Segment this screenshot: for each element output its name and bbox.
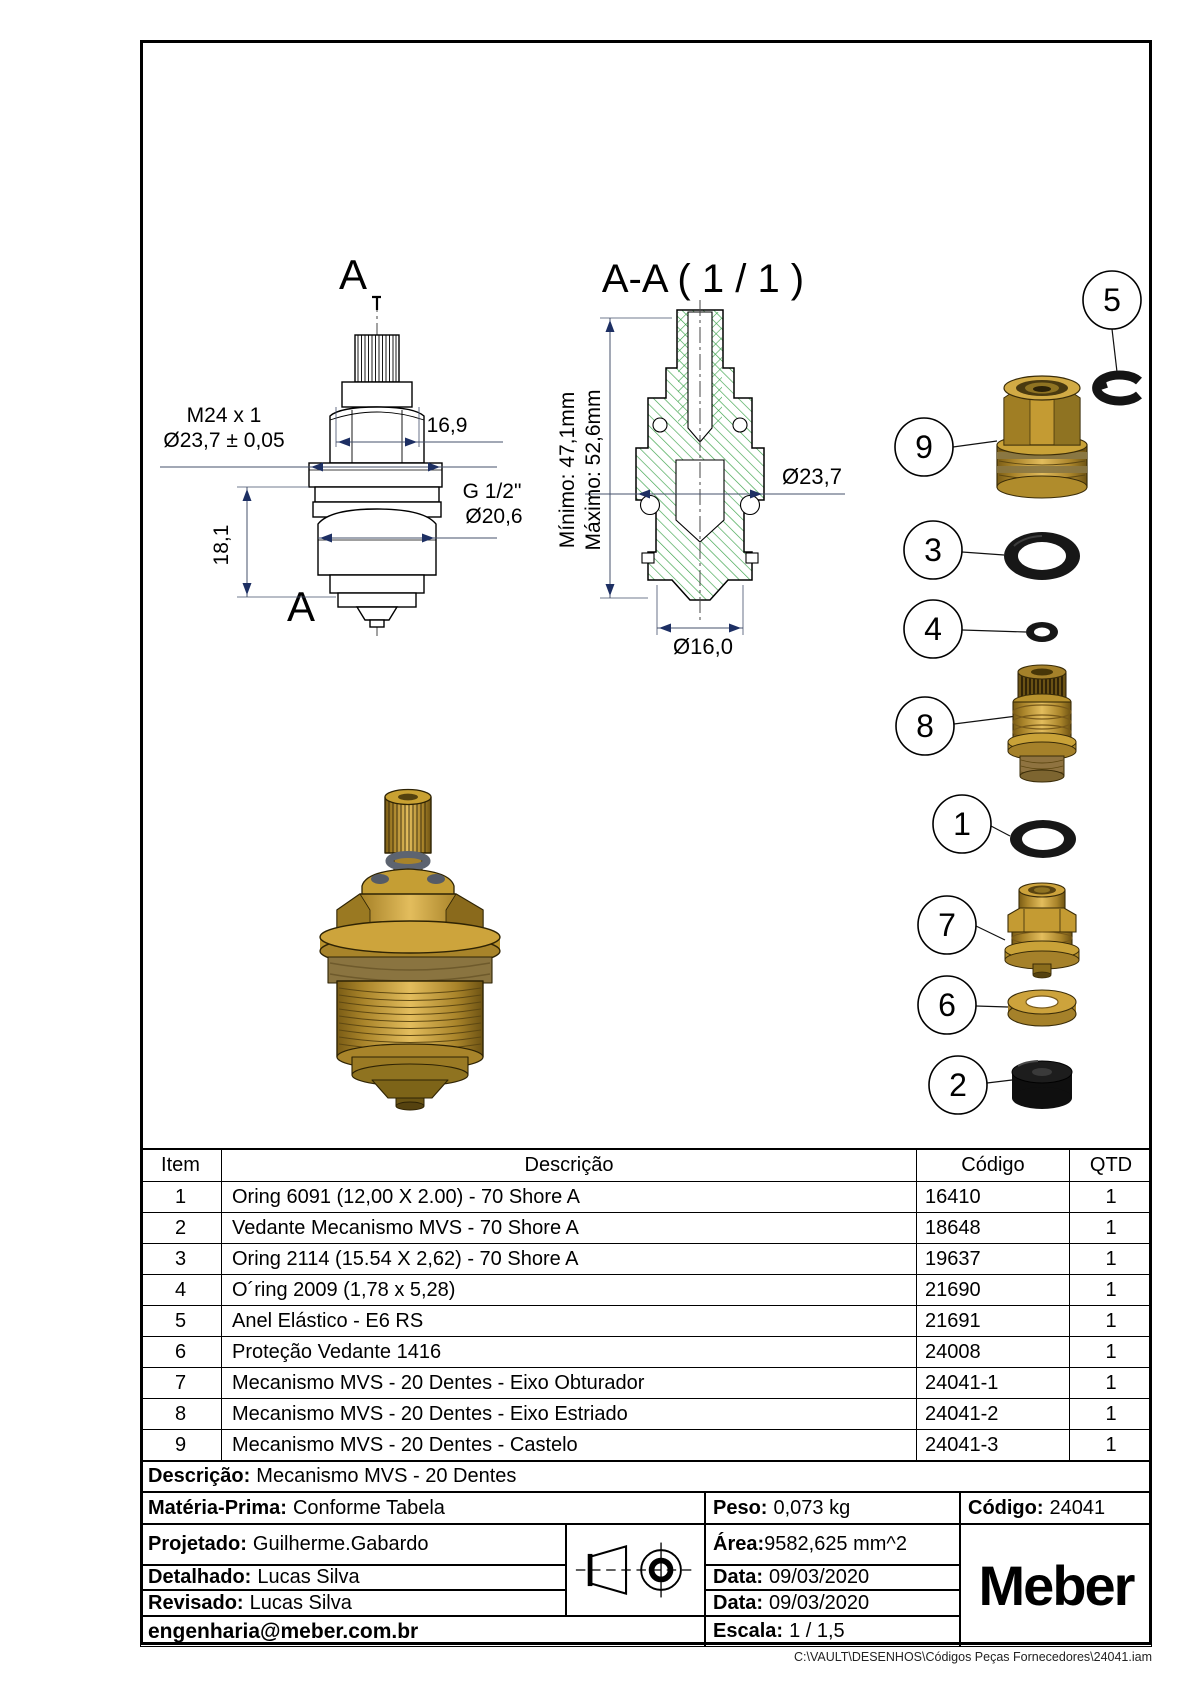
materia-label: Matéria-Prima: — [148, 1496, 287, 1519]
table-row — [140, 1399, 1152, 1430]
cell-item: 9 — [140, 1430, 222, 1461]
balloon-6 — [918, 976, 976, 1034]
part-eixo-estriado — [1008, 665, 1076, 782]
descricao-label: Descrição: — [148, 1465, 251, 1487]
dim-hex-width: 16,9 — [426, 414, 468, 437]
logo-text: Meber — [978, 1554, 1134, 1617]
balloon-1-number: 1 — [953, 806, 971, 842]
descricao-value: Mecanismo MVS - 20 Dentes — [256, 1465, 517, 1487]
balloon-9 — [895, 418, 953, 476]
cell-codigo: 18648 — [917, 1213, 1070, 1244]
titleblock-data-1 — [705, 1565, 960, 1590]
peso-label: Peso: — [713, 1496, 768, 1519]
section-view-aa — [556, 257, 845, 659]
email-text: engenharia@meber.com.br — [148, 1619, 419, 1643]
cell-descricao: Oring 2114 (15.54 X 2,62) - 70 Shore A — [222, 1244, 917, 1275]
table-row — [140, 1182, 1152, 1213]
part-vedante-mecanismo — [1012, 1061, 1072, 1109]
detalhado-value: Lucas Silva — [257, 1566, 360, 1588]
cell-codigo: 16410 — [917, 1182, 1070, 1213]
drawing-canvas — [140, 40, 1152, 1148]
escala-label: Escala: — [713, 1620, 784, 1642]
balloon-4-number: 4 — [924, 611, 942, 647]
cell-qtd: 1 — [1070, 1182, 1152, 1213]
dim-min-height: Mínimo: 47,1mm — [556, 391, 579, 549]
cell-descricao: Anel Elástico - E6 RS — [222, 1306, 917, 1337]
dim-dia-body: Ø20,6 — [465, 505, 523, 528]
bom-table — [140, 1148, 1152, 1645]
balloon-8-number: 8 — [916, 708, 934, 744]
col-header-item: Item — [140, 1150, 222, 1182]
dim-dia-bottom: Ø16,0 — [673, 634, 733, 659]
balloon-4 — [904, 600, 962, 658]
projetado-value: Guilherme.Gabardo — [252, 1533, 429, 1555]
cell-descricao: Proteção Vedante 1416 — [222, 1337, 917, 1368]
part-oring-6091 — [1010, 820, 1076, 858]
balloon-8 — [896, 697, 954, 755]
cell-qtd: 1 — [1070, 1275, 1152, 1306]
cell-descricao: Mecanismo MVS - 20 Dentes - Castelo — [222, 1430, 917, 1461]
projetado-label: Projetado: — [148, 1533, 247, 1555]
balloon-2-number: 2 — [949, 1067, 967, 1103]
table-row — [140, 1306, 1152, 1337]
balloon-1 — [933, 795, 991, 853]
data2-label: Data: — [713, 1591, 764, 1614]
cell-item: 8 — [140, 1399, 222, 1430]
balloon-3-number: 3 — [924, 532, 942, 568]
cell-qtd: 1 — [1070, 1244, 1152, 1275]
table-row — [140, 1368, 1152, 1399]
table-row — [140, 1275, 1152, 1306]
titleblock-escala — [705, 1616, 960, 1647]
col-header-codigo: Código — [917, 1150, 1070, 1182]
table-row — [140, 1430, 1152, 1461]
titleblock-revisado — [140, 1590, 566, 1616]
cell-codigo: 21690 — [917, 1275, 1070, 1306]
part-anel-elastico — [1093, 375, 1139, 401]
cell-qtd: 1 — [1070, 1213, 1152, 1244]
titleblock-area — [705, 1524, 960, 1565]
cell-qtd: 1 — [1070, 1337, 1152, 1368]
part-eixo-obturador — [1005, 883, 1079, 978]
revisado-value: Lucas Silva — [249, 1591, 352, 1614]
section-arrow-label-bottom: A — [286, 583, 316, 630]
cell-codigo: 24008 — [917, 1337, 1070, 1368]
balloon-6-number: 6 — [938, 987, 956, 1023]
cell-codigo: 24041-2 — [917, 1399, 1070, 1430]
codigo-label: Código: — [968, 1496, 1044, 1519]
cell-descricao: Mecanismo MVS - 20 Dentes - Eixo Estriado — [222, 1399, 917, 1430]
balloon-7 — [918, 896, 976, 954]
cell-item: 4 — [140, 1275, 222, 1306]
dim-h-lower: 18,1 — [210, 524, 233, 566]
data1-label: Data: — [713, 1566, 764, 1588]
part-oring-2009 — [1026, 622, 1058, 642]
col-header-descricao: Descrição — [222, 1150, 917, 1182]
company-logo — [960, 1524, 1152, 1647]
cell-item: 6 — [140, 1337, 222, 1368]
cell-descricao: O´ring 2009 (1,78 x 5,28) — [222, 1275, 917, 1306]
titleblock-peso — [705, 1492, 960, 1524]
col-header-qtd: QTD — [1070, 1150, 1152, 1182]
materia-value: Conforme Tabela — [292, 1496, 445, 1519]
dim-dia-flange: Ø23,7 ± 0,05 — [163, 429, 285, 452]
part-protecao-vedante — [1008, 990, 1076, 1026]
cell-qtd: 1 — [1070, 1368, 1152, 1399]
balloon-9-number: 9 — [915, 429, 933, 465]
cell-item: 3 — [140, 1244, 222, 1275]
section-title: A-A ( 1 / 1 ) — [601, 257, 805, 301]
part-oring-2114 — [1004, 532, 1080, 580]
dim-thread-g: G 1/2" — [462, 480, 522, 503]
area-label: Área: — [713, 1533, 765, 1555]
titleblock-data-2 — [705, 1590, 960, 1616]
section-cut-tick-top — [372, 297, 381, 310]
balloon-5 — [1083, 271, 1141, 329]
cell-codigo: 24041-3 — [917, 1430, 1070, 1461]
first-angle-projection-icon — [574, 1527, 697, 1613]
exploded-view — [895, 271, 1141, 1114]
titleblock-materia-prima — [140, 1492, 705, 1524]
table-row — [140, 1244, 1152, 1275]
cell-descricao: Oring 6091 (12,00 X 2.00) - 70 Shore A — [222, 1182, 917, 1213]
cell-item: 5 — [140, 1306, 222, 1337]
balloon-7-number: 7 — [938, 907, 956, 943]
area-value: 9582,625 mm^2 — [764, 1533, 907, 1555]
view-a — [160, 251, 523, 640]
cell-descricao: Vedante Mecanismo MVS - 70 Shore A — [222, 1213, 917, 1244]
revisado-label: Revisado: — [148, 1591, 244, 1614]
dim-thread-top: M24 x 1 — [186, 404, 262, 427]
data1-value: 09/03/2020 — [769, 1566, 870, 1588]
part-castelo — [997, 376, 1087, 498]
titleblock-detalhado — [140, 1565, 566, 1590]
file-path: C:\VAULT\DESENHOS\Códigos Peças Fornecedores\24041.iam — [793, 1650, 1152, 1664]
cell-item: 7 — [140, 1368, 222, 1399]
cell-codigo: 19637 — [917, 1244, 1070, 1275]
escala-value: 1 / 1,5 — [789, 1620, 845, 1642]
table-row — [140, 1337, 1152, 1368]
peso-value: 0,073 kg — [773, 1496, 851, 1519]
section-arrow-label-top: A — [338, 251, 368, 298]
titleblock-projetado — [140, 1524, 566, 1565]
cell-item: 1 — [140, 1182, 222, 1213]
cell-qtd: 1 — [1070, 1399, 1152, 1430]
cell-qtd: 1 — [1070, 1306, 1152, 1337]
titleblock-descricao — [140, 1461, 1152, 1492]
table-row — [140, 1213, 1152, 1244]
balloon-2 — [929, 1056, 987, 1114]
iso-assembled-view — [320, 790, 500, 1111]
cell-codigo: 21691 — [917, 1306, 1070, 1337]
data2-value: 09/03/2020 — [769, 1591, 870, 1614]
codigo-value: 24041 — [1049, 1496, 1106, 1519]
dim-max-height: Máximo: 52,6mm — [582, 389, 605, 551]
cell-qtd: 1 — [1070, 1430, 1152, 1461]
detalhado-label: Detalhado: — [148, 1566, 252, 1588]
dim-dia-section: Ø23,7 — [782, 464, 842, 489]
cell-codigo: 24041-1 — [917, 1368, 1070, 1399]
cell-item: 2 — [140, 1213, 222, 1244]
balloon-5-number: 5 — [1103, 282, 1121, 318]
titleblock-projection-symbol — [566, 1524, 705, 1616]
balloon-3 — [904, 521, 962, 579]
titleblock-email — [140, 1616, 705, 1647]
titleblock-codigo — [960, 1492, 1152, 1524]
cell-descricao: Mecanismo MVS - 20 Dentes - Eixo Obturador — [222, 1368, 917, 1399]
table-header-row — [140, 1150, 1152, 1182]
